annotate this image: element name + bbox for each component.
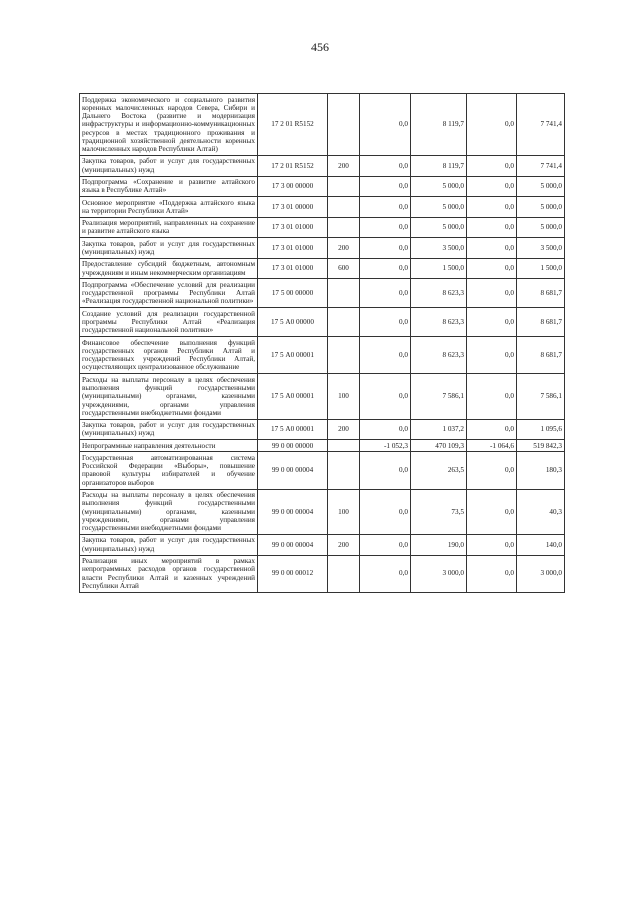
row-value-1-cell: 0,0 [360,489,411,534]
row-expense-type-cell [328,279,360,308]
row-value-2-cell: 8 119,7 [411,155,467,176]
table-row [80,176,565,197]
row-expense-type-cell [328,217,360,238]
row-value-3-cell: 0,0 [467,94,517,156]
row-value-1-cell: 0,0 [360,555,411,592]
row-value-3-cell: 0,0 [467,489,517,534]
row-name-cell: Непрограммные направления деятельности [80,440,258,452]
row-name-cell: Поддержка экономического и социального развития коренных малочисленных народов Севера, Сибири и Дальнего Востока (развитие и модернизация инфраструктуры и информационно-коммуникационных ресурсов в местах традиционного проживания и традиционной хозяйственной деятельности коренных малочисленных народов Республики Алтай) [80,94,258,156]
table-row [80,197,565,218]
row-value-3-cell: 0,0 [467,197,517,218]
row-value-4-cell: 1 095,6 [517,419,565,440]
row-code-cell: 99 0 00 00004 [258,452,328,489]
row-value-2-cell: 470 109,3 [411,440,467,452]
row-expense-type-cell: 200 [328,155,360,176]
row-value-3-cell: 0,0 [467,555,517,592]
row-value-1-cell: 0,0 [360,279,411,308]
row-expense-type-cell [328,440,360,452]
row-value-3-cell: 0,0 [467,217,517,238]
row-value-4-cell: 7 586,1 [517,374,565,419]
row-value-4-cell: 7 741,4 [517,155,565,176]
row-code-cell: 17 5 А0 00000 [258,308,328,337]
row-value-1-cell: 0,0 [360,94,411,156]
row-value-2-cell: 5 000,0 [411,217,467,238]
table-row [80,238,565,259]
row-value-2-cell: 8 623,3 [411,308,467,337]
row-value-4-cell: 8 681,7 [517,308,565,337]
row-value-1-cell: 0,0 [360,419,411,440]
row-value-2-cell: 5 000,0 [411,197,467,218]
row-name-cell: Предоставление субсидий бюджетным, автономным учреждениям и иным некоммерческим организациям [80,258,258,279]
row-expense-type-cell [328,452,360,489]
row-value-1-cell: 0,0 [360,258,411,279]
row-value-3-cell: 0,0 [467,374,517,419]
row-code-cell: 17 2 01 R5152 [258,155,328,176]
row-value-4-cell: 1 500,0 [517,258,565,279]
table-row [80,279,565,308]
table-row [80,489,565,534]
row-value-2-cell: 8 119,7 [411,94,467,156]
row-value-2-cell: 8 623,3 [411,279,467,308]
table-row [80,419,565,440]
row-value-2-cell: 3 500,0 [411,238,467,259]
row-code-cell: 99 0 00 00004 [258,489,328,534]
row-value-3-cell: 0,0 [467,452,517,489]
row-expense-type-cell: 200 [328,238,360,259]
row-value-3-cell: 0,0 [467,419,517,440]
row-code-cell: 17 3 01 01000 [258,238,328,259]
row-name-cell: Расходы на выплаты персоналу в целях обеспечения выполнения функций государственными (муниципальными) органами, казенными учреждениями, органами управления государственными внебюджетными фондами [80,374,258,419]
row-expense-type-cell: 600 [328,258,360,279]
row-value-1-cell: 0,0 [360,337,411,374]
row-value-1-cell: 0,0 [360,374,411,419]
row-value-1-cell: 0,0 [360,176,411,197]
row-expense-type-cell [328,555,360,592]
row-value-1-cell: -1 052,3 [360,440,411,452]
row-expense-type-cell [328,176,360,197]
row-value-3-cell: 0,0 [467,337,517,374]
row-value-1-cell: 0,0 [360,238,411,259]
row-code-cell: 17 5 А0 00001 [258,419,328,440]
row-value-3-cell: 0,0 [467,238,517,259]
table-row [80,534,565,555]
row-value-2-cell: 1 500,0 [411,258,467,279]
row-value-4-cell: 5 000,0 [517,197,565,218]
table-row [80,440,565,452]
row-value-4-cell: 40,3 [517,489,565,534]
row-value-1-cell: 0,0 [360,452,411,489]
row-value-1-cell: 0,0 [360,308,411,337]
row-name-cell: Создание условий для реализации государственной программы Республики Алтай «Реализация государственной национальной политики» [80,308,258,337]
row-name-cell: Закупка товаров, работ и услуг для государственных (муниципальных) нужд [80,238,258,259]
row-code-cell: 17 3 01 00000 [258,197,328,218]
page-number: 456 [311,40,329,54]
table-row [80,94,565,156]
row-value-2-cell: 8 623,3 [411,337,467,374]
row-value-3-cell: 0,0 [467,308,517,337]
table-row [80,452,565,489]
row-value-2-cell: 1 037,2 [411,419,467,440]
table-row [80,555,565,592]
table-row [80,155,565,176]
row-value-3-cell: 0,0 [467,279,517,308]
row-name-cell: Подпрограмма «Сохранение и развитие алтайского языка в Республике Алтай» [80,176,258,197]
row-expense-type-cell [328,337,360,374]
row-value-4-cell: 140,0 [517,534,565,555]
row-name-cell: Финансовое обеспечение выполнения функций государственных органов Республики Алтай и государственных учреждений Республики Алтай, осуществляющих централизованное обслуживание [80,337,258,374]
row-value-4-cell: 8 681,7 [517,279,565,308]
row-code-cell: 99 0 00 00012 [258,555,328,592]
row-expense-type-cell [328,197,360,218]
row-value-4-cell: 5 000,0 [517,217,565,238]
row-value-4-cell: 7 741,4 [517,94,565,156]
row-value-4-cell: 3 000,0 [517,555,565,592]
row-value-2-cell: 190,0 [411,534,467,555]
row-value-3-cell: 0,0 [467,258,517,279]
row-code-cell: 17 5 00 00000 [258,279,328,308]
row-value-2-cell: 7 586,1 [411,374,467,419]
row-value-2-cell: 5 000,0 [411,176,467,197]
row-name-cell: Государственная автоматизированная система Российской Федерации «Выборы», повышение правовой культуры избирателей и обучение организаторов выборов [80,452,258,489]
row-name-cell: Реализация иных мероприятий в рамках непрограммных расходов органов государственной власти Республики Алтай и казенных учреждений Республики Алтай [80,555,258,592]
row-name-cell: Реализация мероприятий, направленных на сохранение и развитие алтайского языка [80,217,258,238]
row-expense-type-cell [328,94,360,156]
table-row [80,308,565,337]
row-value-3-cell: 0,0 [467,534,517,555]
table-row [80,374,565,419]
row-expense-type-cell [328,308,360,337]
row-expense-type-cell: 100 [328,489,360,534]
row-value-4-cell: 5 000,0 [517,176,565,197]
table-row [80,258,565,279]
row-name-cell: Закупка товаров, работ и услуг для государственных (муниципальных) нужд [80,534,258,555]
row-value-4-cell: 3 500,0 [517,238,565,259]
row-expense-type-cell: 100 [328,374,360,419]
row-value-4-cell: 519 842,3 [517,440,565,452]
row-value-4-cell: 180,3 [517,452,565,489]
row-value-1-cell: 0,0 [360,155,411,176]
row-code-cell: 17 3 01 01000 [258,217,328,238]
row-expense-type-cell: 200 [328,534,360,555]
row-value-1-cell: 0,0 [360,217,411,238]
row-value-3-cell: -1 064,6 [467,440,517,452]
row-value-3-cell: 0,0 [467,176,517,197]
budget-table-body [80,94,565,593]
row-code-cell: 17 2 01 R5152 [258,94,328,156]
row-name-cell: Основное мероприятие «Поддержка алтайского языка на территории Республики Алтай» [80,197,258,218]
row-value-3-cell: 0,0 [467,155,517,176]
table-row [80,337,565,374]
row-code-cell: 17 5 А0 00001 [258,374,328,419]
row-code-cell: 17 5 А0 00001 [258,337,328,374]
row-code-cell: 17 3 01 01000 [258,258,328,279]
row-value-2-cell: 73,5 [411,489,467,534]
row-name-cell: Закупка товаров, работ и услуг для государственных (муниципальных) нужд [80,419,258,440]
row-code-cell: 99 0 00 00004 [258,534,328,555]
row-name-cell: Подпрограмма «Обеспечение условий для реализации государственной программы Республики Алтай «Реализация государственной национальной политики» [80,279,258,308]
row-value-1-cell: 0,0 [360,534,411,555]
row-code-cell: 17 3 00 00000 [258,176,328,197]
row-value-2-cell: 3 000,0 [411,555,467,592]
row-value-1-cell: 0,0 [360,197,411,218]
budget-table [79,93,565,593]
row-code-cell: 99 0 00 00000 [258,440,328,452]
row-name-cell: Расходы на выплаты персоналу в целях обеспечения выполнения функций государственными (муниципальными) органами, казенными учреждениями, органами управления государственными внебюджетными фондами [80,489,258,534]
row-name-cell: Закупка товаров, работ и услуг для государственных (муниципальных) нужд [80,155,258,176]
row-value-2-cell: 263,5 [411,452,467,489]
row-expense-type-cell: 200 [328,419,360,440]
row-value-4-cell: 8 681,7 [517,337,565,374]
table-row [80,217,565,238]
